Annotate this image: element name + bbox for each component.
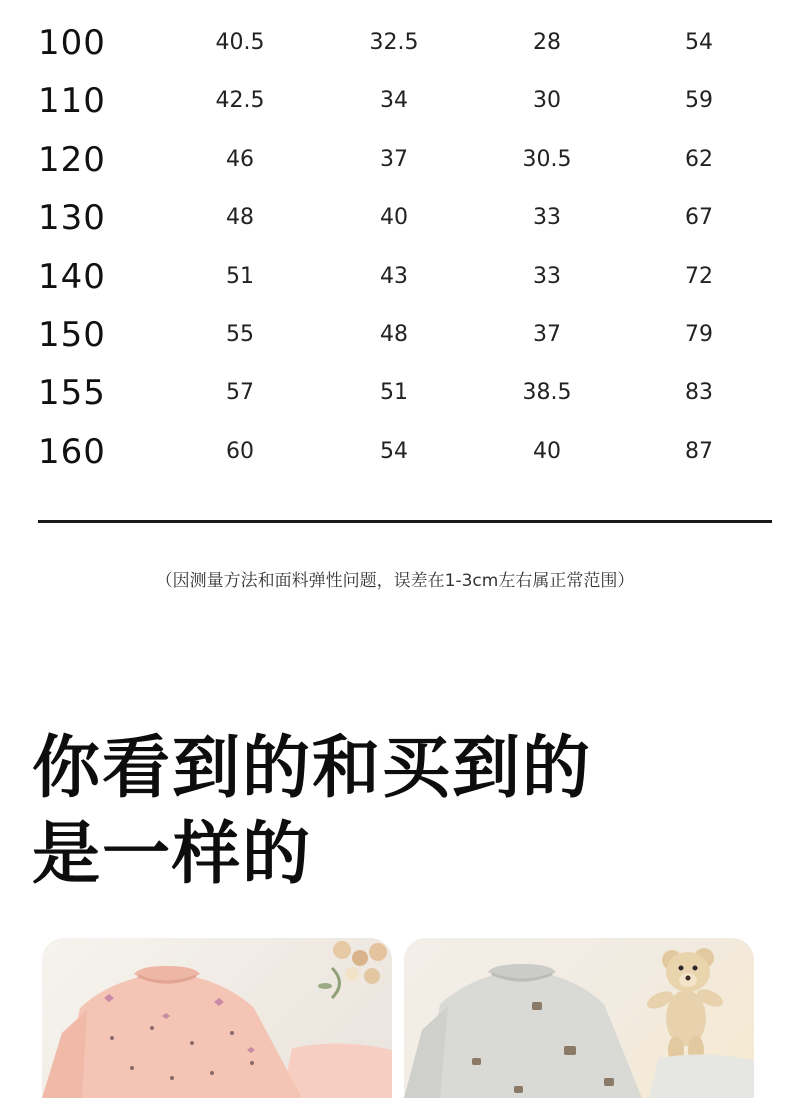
table-divider [38, 520, 772, 523]
teddy-bear-icon [644, 948, 725, 1064]
measure-cell: 72 [685, 263, 713, 289]
measure-cell: 87 [685, 438, 713, 464]
table-row [38, 306, 772, 364]
pink-sweater-photo [42, 938, 392, 1098]
measure-cell: 38.5 [522, 380, 572, 406]
measure-cell: 37 [533, 321, 561, 347]
measure-cell: 83 [685, 380, 713, 406]
size-cell: 150 [38, 314, 106, 355]
table-row [38, 364, 772, 422]
measure-cell: 40.5 [215, 30, 265, 55]
grey-sweater-illustration [404, 938, 754, 1098]
measure-cell: 30.5 [522, 146, 572, 172]
measure-cell: 54 [685, 30, 713, 55]
section-headline [32, 726, 592, 898]
measure-cell: 34 [380, 88, 408, 114]
size-cell: 100 [38, 23, 106, 63]
measure-cell: 48 [226, 205, 254, 231]
measure-cell: 60 [226, 438, 254, 464]
measure-cell: 40 [533, 438, 561, 464]
headline-line-2: 是一样的 [32, 815, 313, 894]
measure-cell: 59 [685, 88, 713, 114]
measure-cell: 42.5 [215, 88, 265, 114]
measure-cell: 54 [380, 438, 408, 464]
size-cell: 110 [38, 81, 106, 122]
measure-cell: 37 [380, 146, 408, 172]
measure-cell: 67 [685, 205, 713, 231]
measure-cell: 33 [533, 205, 561, 231]
measure-cell: 51 [226, 263, 254, 289]
measure-cell: 57 [226, 380, 254, 406]
headline-line-1: 你看到的和买到的 [32, 729, 593, 808]
size-cell: 130 [38, 198, 106, 239]
pink-sweater-illustration [42, 938, 392, 1098]
table-row [38, 248, 772, 306]
size-cell: 155 [38, 373, 106, 414]
measure-cell: 28 [533, 30, 561, 55]
size-chart-table [38, 14, 772, 481]
measure-cell: 33 [533, 263, 561, 289]
measure-cell: 30 [533, 88, 561, 114]
size-cell: 140 [38, 256, 106, 297]
size-cell: 160 [38, 431, 106, 472]
table-row [38, 423, 772, 481]
measure-cell: 51 [380, 380, 408, 406]
measure-cell: 40 [380, 205, 408, 231]
measure-cell: 62 [685, 146, 713, 172]
table-row [38, 14, 772, 72]
size-cell: 120 [38, 139, 106, 180]
flower-decoration [318, 941, 387, 998]
measure-cell: 55 [226, 321, 254, 347]
measure-cell: 43 [380, 263, 408, 289]
table-row [38, 189, 772, 247]
measure-cell: 48 [380, 321, 408, 347]
measure-cell: 46 [226, 146, 254, 172]
table-row [38, 131, 772, 189]
table-row [38, 72, 772, 130]
measure-cell: 32.5 [369, 30, 419, 55]
measurement-note: （因测量方法和面料弹性问题，误差在1-3cm左右属正常范围） [155, 571, 635, 591]
grey-sweater-photo [404, 938, 754, 1098]
measure-cell: 79 [685, 321, 713, 347]
